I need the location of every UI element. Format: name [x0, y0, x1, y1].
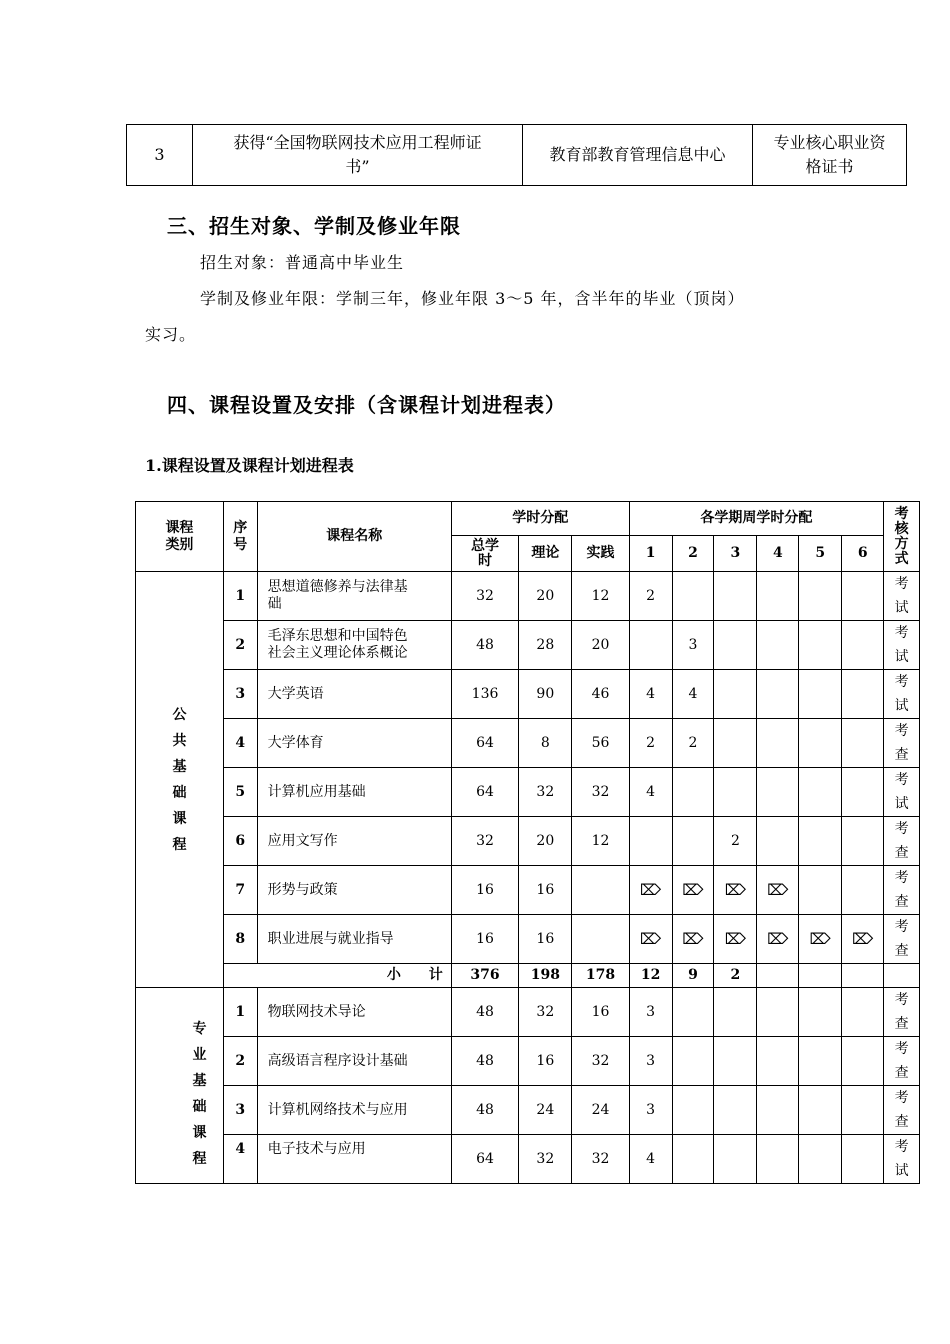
- header-term: 1: [629, 536, 672, 572]
- theory-hours-cell: 16: [519, 1037, 572, 1086]
- total-hours-cell: 48: [451, 1037, 518, 1086]
- header-seq: [223, 502, 257, 572]
- theory-hours-cell: 24: [519, 1086, 572, 1135]
- exam-char: 考: [894, 821, 909, 837]
- theory-hours-cell: 16: [519, 866, 572, 915]
- course-name-line: 形势与政策: [267, 881, 338, 898]
- term-cell: ⌦: [842, 915, 884, 964]
- seq-cell: 5: [223, 768, 257, 817]
- term-cell: [842, 621, 884, 670]
- total-hours-cell: 32: [451, 572, 518, 621]
- term-cell: [842, 1135, 884, 1184]
- term-cell: ⌦: [629, 866, 672, 915]
- section3-line: 学制及修业年限：学制三年，修业年限 3～5 年，含半年的毕业（顶岗）: [200, 289, 745, 308]
- term-cell: [757, 768, 799, 817]
- term-cell: [714, 768, 757, 817]
- course-name-cell: [257, 1037, 451, 1086]
- term-cell: [842, 988, 884, 1037]
- total-hours-cell: 32: [451, 817, 518, 866]
- table-row: [127, 125, 907, 186]
- term-cell: [672, 817, 714, 866]
- term-cell: [842, 572, 884, 621]
- header-exam: [884, 502, 920, 572]
- term-cell: [799, 817, 842, 866]
- term-cell: [757, 817, 799, 866]
- table-row: [136, 1037, 920, 1086]
- table-row: [136, 988, 920, 1037]
- practice-hours-cell: 20: [572, 621, 629, 670]
- total-hours-cell: 64: [451, 1135, 518, 1184]
- term-cell: [672, 1135, 714, 1184]
- category-char: 专: [192, 1021, 207, 1037]
- header-term: 4: [757, 536, 799, 572]
- cert-name-line: 获得“全国物联网技术应用工程师证: [233, 133, 482, 152]
- total-hours-cell: 48: [451, 1086, 518, 1135]
- theory-hours-cell: 20: [519, 817, 572, 866]
- header-term: 3: [714, 536, 757, 572]
- total-hours-cell: 64: [451, 768, 518, 817]
- practice-hours-cell: 12: [572, 817, 629, 866]
- table-row: [136, 572, 920, 621]
- category-char: 基: [172, 758, 187, 775]
- subtotal-term: 9: [672, 964, 714, 988]
- term-cell: 3: [672, 621, 714, 670]
- exam-char: 查: [894, 845, 909, 861]
- section4-heading: 四、课程设置及安排（含课程计划进程表）: [167, 393, 566, 417]
- seq-cell: 3: [223, 1086, 257, 1135]
- seq-cell: 6: [223, 817, 257, 866]
- course-name-cell: [257, 1135, 451, 1184]
- header-text: 号: [233, 536, 248, 553]
- subtotal-term: 2: [714, 964, 757, 988]
- total-hours-cell: 48: [451, 988, 518, 1037]
- subtotal-exam: [884, 964, 920, 988]
- exam-cell: [884, 670, 920, 719]
- exam-char: 试: [894, 649, 909, 665]
- term-cell: [629, 621, 672, 670]
- seq-cell: 1: [223, 572, 257, 621]
- course-name-line: 大学英语: [267, 685, 324, 702]
- term-cell: [714, 719, 757, 768]
- theory-hours-cell: 32: [519, 988, 572, 1037]
- section4-subheading: 1.课程设置及课程计划进程表: [145, 456, 354, 475]
- header-text: 式: [894, 550, 909, 567]
- subtotal-total: 376: [451, 964, 518, 988]
- cert-type-line: 格证书: [805, 157, 854, 176]
- term-cell: [672, 1037, 714, 1086]
- cert-type: [753, 125, 907, 186]
- header-text: 时: [478, 552, 493, 569]
- theory-hours-cell: 28: [519, 621, 572, 670]
- category-char: 课: [172, 810, 187, 827]
- header-name: 课程名称: [257, 502, 451, 572]
- theory-hours-cell: 20: [519, 572, 572, 621]
- exam-cell: [884, 1086, 920, 1135]
- term-cell: [799, 572, 842, 621]
- term-cell: [714, 621, 757, 670]
- term-cell: [757, 621, 799, 670]
- term-cell: [714, 1037, 757, 1086]
- term-cell: [672, 768, 714, 817]
- course-name-line: 大学体育: [267, 734, 324, 751]
- term-cell: [799, 1037, 842, 1086]
- term-cell: [842, 768, 884, 817]
- term-cell: 2: [672, 719, 714, 768]
- header-text: 核: [894, 520, 909, 537]
- exam-char: 查: [894, 894, 909, 910]
- cert-no: 3: [127, 125, 193, 186]
- practice-hours-cell: 12: [572, 572, 629, 621]
- practice-hours-cell: 32: [572, 1135, 629, 1184]
- table-row: [136, 817, 920, 866]
- theory-hours-cell: 8: [519, 719, 572, 768]
- header-text: 序: [233, 519, 248, 536]
- exam-char: 查: [894, 747, 909, 763]
- exam-char: 考: [894, 1139, 909, 1155]
- term-cell: [842, 719, 884, 768]
- course-name-cell: [257, 572, 451, 621]
- course-name-line: 职业进展与就业指导: [267, 930, 394, 947]
- seq-cell: 3: [223, 670, 257, 719]
- course-name-line: 物联网技术导论: [267, 1003, 366, 1020]
- exam-char: 查: [894, 1065, 909, 1081]
- table-row: [136, 1135, 920, 1184]
- exam-char: 考: [894, 992, 909, 1008]
- term-cell: 2: [714, 817, 757, 866]
- subtotal-label: 小 计: [223, 964, 451, 988]
- table-row: [136, 719, 920, 768]
- term-cell: [757, 572, 799, 621]
- cert-issuer: 教育部教育管理信息中心: [523, 125, 753, 186]
- term-cell: [799, 1086, 842, 1135]
- table-row: [136, 866, 920, 915]
- practice-hours-cell: 32: [572, 768, 629, 817]
- course-name-cell: [257, 768, 451, 817]
- term-cell: ⌦: [629, 915, 672, 964]
- exam-char: 考: [894, 1041, 909, 1057]
- seq-cell: 1: [223, 988, 257, 1037]
- exam-cell: [884, 621, 920, 670]
- course-name-cell: [257, 719, 451, 768]
- exam-cell: [884, 572, 920, 621]
- exam-char: 考: [894, 919, 909, 935]
- exam-char: 查: [894, 1114, 909, 1130]
- practice-hours-cell: 32: [572, 1037, 629, 1086]
- term-cell: [757, 670, 799, 719]
- exam-char: 考: [894, 674, 909, 690]
- course-name-line: 础: [267, 596, 282, 612]
- exam-cell: [884, 817, 920, 866]
- course-name-cell: [257, 817, 451, 866]
- term-cell: 3: [629, 988, 672, 1037]
- term-cell: [757, 988, 799, 1037]
- section3-line: 实习。: [145, 325, 197, 344]
- term-cell: ⌦: [714, 915, 757, 964]
- term-cell: [842, 1086, 884, 1135]
- practice-hours-cell: [572, 915, 629, 964]
- category-char: 课: [192, 1125, 207, 1141]
- practice-hours-cell: 24: [572, 1086, 629, 1135]
- term-cell: [629, 817, 672, 866]
- exam-char: 考: [894, 723, 909, 739]
- subtotal-term: [799, 964, 842, 988]
- header-text: 课程: [165, 519, 194, 536]
- course-plan-table: [135, 501, 920, 1184]
- table-row: [136, 1086, 920, 1135]
- subtotal-term: [757, 964, 799, 988]
- header-row: [136, 502, 920, 536]
- term-cell: [842, 1037, 884, 1086]
- total-hours-cell: 64: [451, 719, 518, 768]
- course-name-line: 社会主义理论体系概论: [267, 645, 408, 661]
- exam-char: 考: [894, 870, 909, 886]
- course-name-line: 计算机应用基础: [267, 783, 366, 800]
- term-cell: 4: [629, 1135, 672, 1184]
- header-text: 总学: [471, 537, 500, 554]
- term-cell: [714, 1135, 757, 1184]
- cert-type-line: 专业核心职业资: [773, 133, 886, 152]
- term-cell: [799, 1135, 842, 1184]
- section3-heading: 三、招生对象、学制及修业年限: [167, 214, 461, 238]
- table-row: [136, 768, 920, 817]
- term-cell: [842, 866, 884, 915]
- course-name-cell: [257, 1086, 451, 1135]
- term-cell: [757, 1086, 799, 1135]
- exam-cell: [884, 719, 920, 768]
- course-name-line: 应用文写作: [267, 832, 338, 849]
- term-cell: [714, 572, 757, 621]
- term-cell: ⌦: [799, 915, 842, 964]
- header-term: 6: [842, 536, 884, 572]
- course-name-cell: [257, 621, 451, 670]
- category-cell: [136, 572, 224, 988]
- term-cell: 4: [629, 768, 672, 817]
- total-hours-cell: 16: [451, 915, 518, 964]
- exam-char: 试: [894, 698, 909, 714]
- seq-cell: 7: [223, 866, 257, 915]
- term-cell: [714, 670, 757, 719]
- course-name-line: 高级语言程序设计基础: [267, 1052, 408, 1069]
- term-cell: [714, 988, 757, 1037]
- course-name-line: 电子技术与应用: [267, 1141, 366, 1157]
- term-cell: 2: [629, 719, 672, 768]
- exam-char: 试: [894, 600, 909, 616]
- term-cell: [799, 768, 842, 817]
- term-cell: [799, 988, 842, 1037]
- practice-hours-cell: 46: [572, 670, 629, 719]
- header-hours: 学时分配: [451, 502, 629, 536]
- term-cell: [672, 1086, 714, 1135]
- exam-cell: [884, 988, 920, 1037]
- subtotal-row: [136, 964, 920, 988]
- subtotal-practice: 178: [572, 964, 629, 988]
- cert-name: [193, 125, 523, 186]
- header-term: 5: [799, 536, 842, 572]
- term-cell: [842, 670, 884, 719]
- category-char: 基: [192, 1073, 207, 1089]
- term-cell: 3: [629, 1037, 672, 1086]
- practice-hours-cell: 56: [572, 719, 629, 768]
- course-name-cell: [257, 866, 451, 915]
- exam-char: 查: [894, 943, 909, 959]
- exam-cell: [884, 768, 920, 817]
- seq-cell: 4: [223, 719, 257, 768]
- header-term: 2: [672, 536, 714, 572]
- exam-cell: [884, 1135, 920, 1184]
- theory-hours-cell: 32: [519, 1135, 572, 1184]
- term-cell: [799, 670, 842, 719]
- term-cell: [672, 572, 714, 621]
- category-char: 程: [192, 1151, 207, 1167]
- exam-char: 试: [894, 1163, 909, 1179]
- term-cell: [757, 719, 799, 768]
- exam-cell: [884, 1037, 920, 1086]
- course-name-line: 计算机网络技术与应用: [267, 1101, 408, 1118]
- header-category: [136, 502, 224, 572]
- exam-cell: [884, 866, 920, 915]
- course-name-line: 思想道德修养与法律基: [267, 579, 408, 595]
- category-char: 公: [172, 706, 187, 723]
- term-cell: ⌦: [672, 866, 714, 915]
- course-name-cell: [257, 988, 451, 1037]
- total-hours-cell: 16: [451, 866, 518, 915]
- cert-name-line: 书”: [345, 157, 370, 176]
- term-cell: [757, 1135, 799, 1184]
- total-hours-cell: 136: [451, 670, 518, 719]
- theory-hours-cell: 16: [519, 915, 572, 964]
- term-cell: [757, 1037, 799, 1086]
- course-name-line: 毛泽东思想和中国特色: [267, 628, 408, 644]
- subtotal-term: [842, 964, 884, 988]
- course-table-body: [136, 502, 920, 1184]
- category-char: 共: [172, 732, 187, 749]
- subtotal-theory: 198: [519, 964, 572, 988]
- exam-char: 查: [894, 1016, 909, 1032]
- term-cell: 4: [672, 670, 714, 719]
- term-cell: 3: [629, 1086, 672, 1135]
- exam-char: 考: [894, 576, 909, 592]
- category-char: 础: [172, 784, 187, 801]
- term-cell: [799, 866, 842, 915]
- exam-char: 考: [894, 1090, 909, 1106]
- table-row: [136, 670, 920, 719]
- theory-hours-cell: 90: [519, 670, 572, 719]
- certificate-table: [126, 124, 907, 186]
- header-total: [451, 536, 518, 572]
- seq-cell: 2: [223, 1037, 257, 1086]
- category-char: 础: [192, 1099, 207, 1115]
- category-char: 业: [192, 1047, 207, 1063]
- term-cell: [799, 719, 842, 768]
- exam-char: 考: [894, 625, 909, 641]
- subtotal-term: 12: [629, 964, 672, 988]
- category-cell: [136, 988, 224, 1184]
- exam-cell: [884, 915, 920, 964]
- term-cell: [714, 1086, 757, 1135]
- header-text: 考: [894, 505, 909, 522]
- section3-line: 招生对象：普通高中毕业生: [200, 253, 405, 272]
- header-text: 类别: [165, 536, 194, 553]
- header-practice: 实践: [572, 536, 629, 572]
- total-hours-cell: 48: [451, 621, 518, 670]
- course-name-cell: [257, 670, 451, 719]
- header-theory: 理论: [519, 536, 572, 572]
- exam-char: 考: [894, 772, 909, 788]
- course-name-cell: [257, 915, 451, 964]
- term-cell: ⌦: [714, 866, 757, 915]
- exam-char: 试: [894, 796, 909, 812]
- theory-hours-cell: 32: [519, 768, 572, 817]
- term-cell: [672, 988, 714, 1037]
- seq-cell: 8: [223, 915, 257, 964]
- term-cell: 2: [629, 572, 672, 621]
- term-cell: [799, 621, 842, 670]
- seq-cell: 2: [223, 621, 257, 670]
- table-row: [136, 621, 920, 670]
- seq-cell: 4: [223, 1135, 257, 1184]
- category-char: 程: [172, 836, 187, 853]
- term-cell: 4: [629, 670, 672, 719]
- term-cell: ⌦: [757, 866, 799, 915]
- header-text: 方: [894, 535, 909, 552]
- table-row: [136, 915, 920, 964]
- practice-hours-cell: 16: [572, 988, 629, 1037]
- term-cell: ⌦: [757, 915, 799, 964]
- term-cell: [842, 817, 884, 866]
- practice-hours-cell: [572, 866, 629, 915]
- term-cell: ⌦: [672, 915, 714, 964]
- header-weekly: 各学期周学时分配: [629, 502, 884, 536]
